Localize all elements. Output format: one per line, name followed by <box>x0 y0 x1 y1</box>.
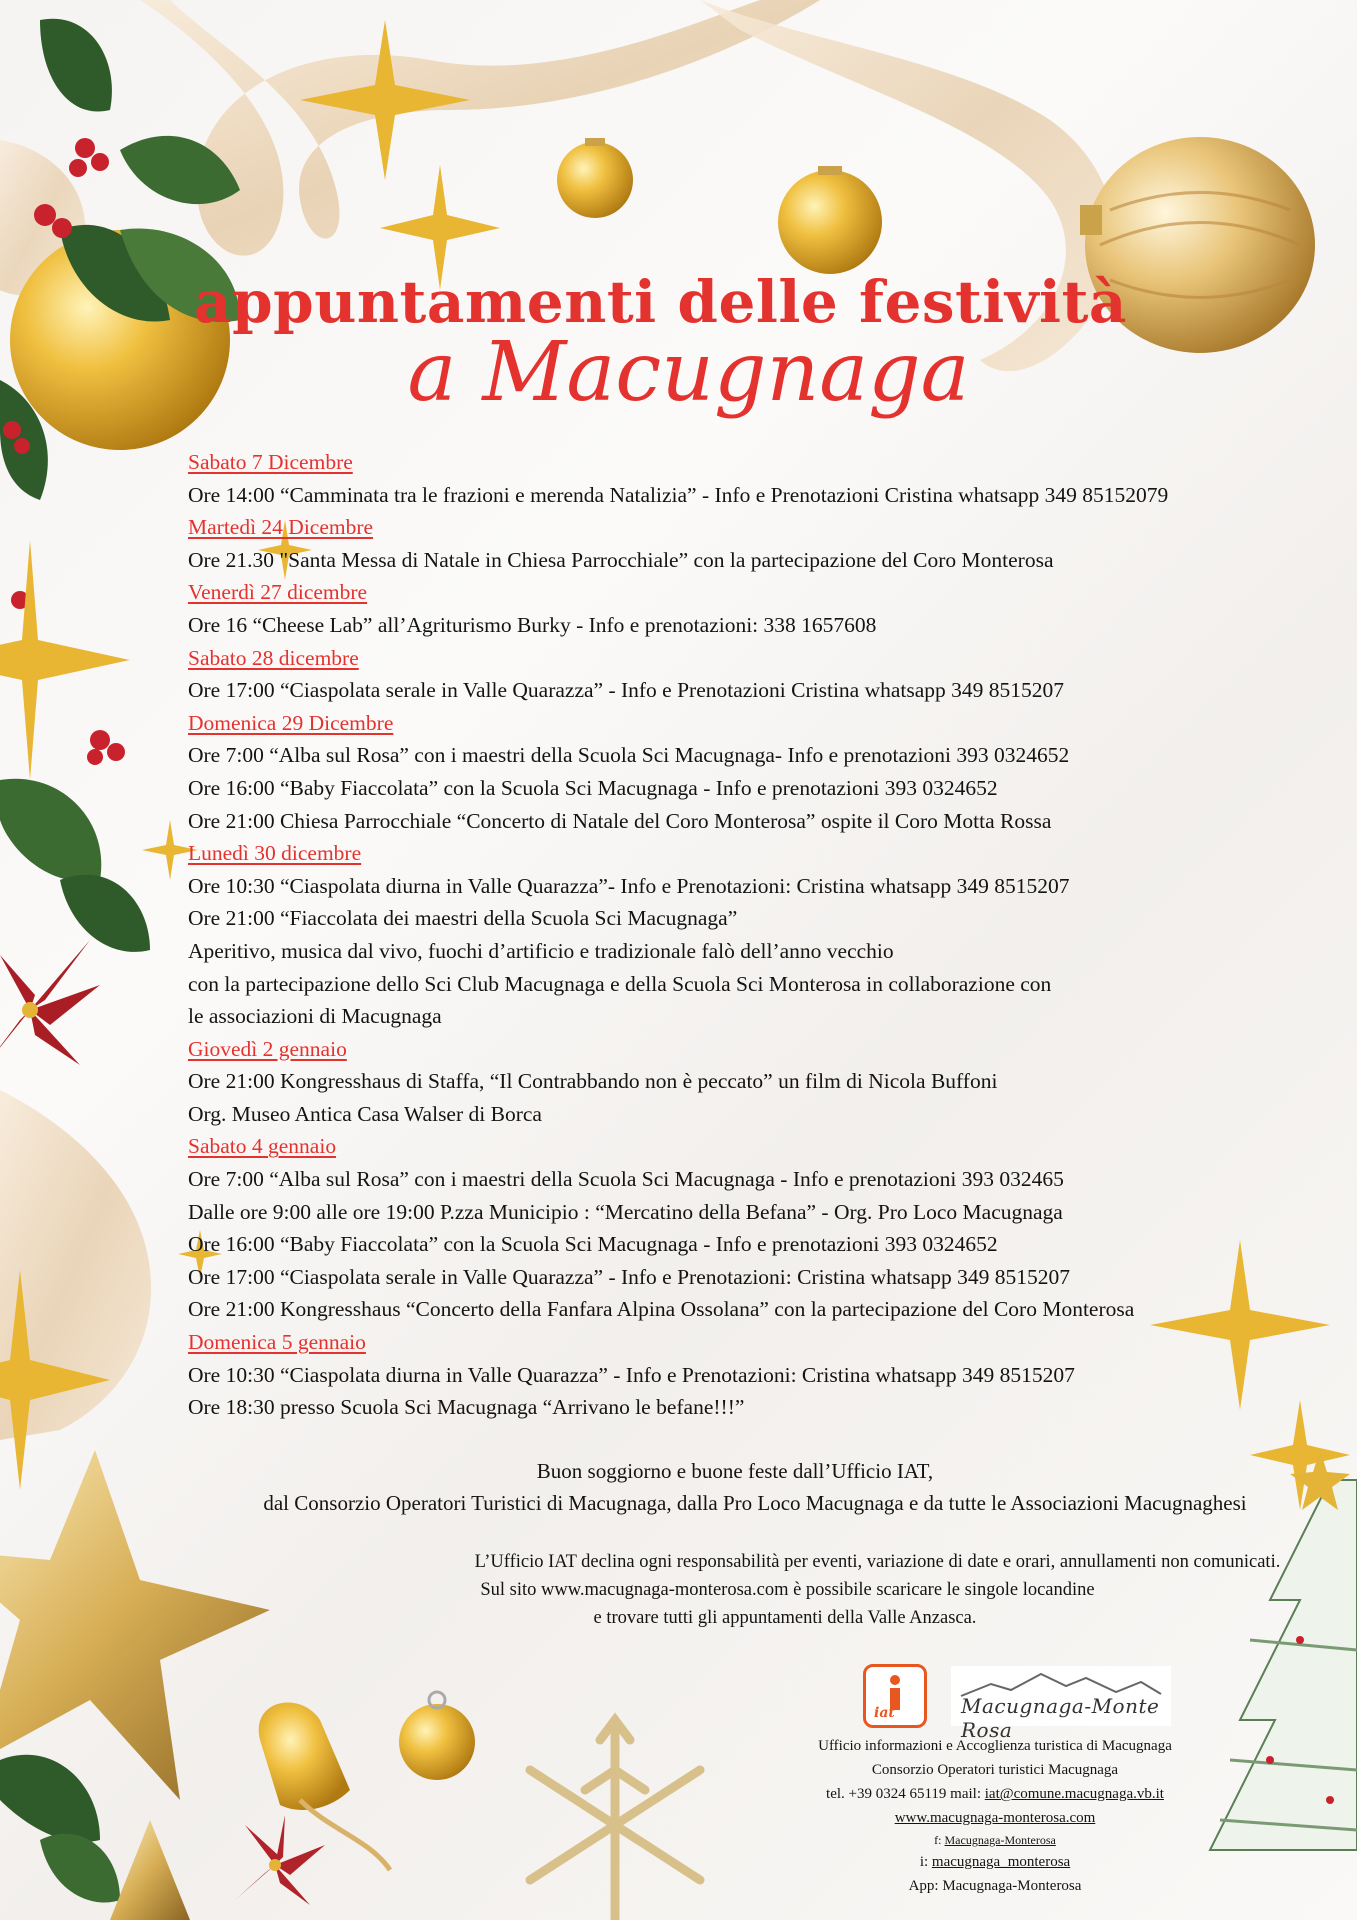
disclaimer-line: L’Ufficio IAT declina ogni responsabilità per eventi, variazione di date e orari, annullamenti non comunicati. <box>474 1552 1281 1572</box>
event-line: Ore 10:30 “Ciaspolata diurna in Valle Quarazza”- Info e Prenotazioni: Cristina whatsapp 349 8515207 <box>188 873 1070 898</box>
event-line: Ore 21:00 Kongresshaus “Concerto della Fanfara Alpina Ossolana” con la partecipazione del Coro Monterosa <box>188 1297 1135 1322</box>
event-line: Ore 17:00 “Ciaspolata serale in Valle Quarazza” - Info e Prenotazioni Cristina whatsapp 349 8515207 <box>188 678 1065 703</box>
instagram-line: i: macugnaga_monterosa <box>919 1854 1071 1870</box>
disclaimer-line: Sul sito www.macugnaga-monterosa.com è possibile scaricare le singole locandine <box>480 1580 1095 1600</box>
facebook-link[interactable]: Macugnaga-Monterosa <box>944 1833 1056 1847</box>
iat-logo <box>863 1664 927 1728</box>
event-line: le associazioni di Macugnaga <box>188 1004 442 1029</box>
disclaimer-line: e trovare tutti gli appuntamenti della Valle Anzasca. <box>593 1608 977 1628</box>
app-line: App: Macugnaga-Monterosa <box>908 1878 1082 1894</box>
event-line: con la partecipazione dello Sci Club Macugnaga e della Scuola Sci Monterosa in collaborazione con <box>188 971 1052 996</box>
office-name: Ufficio informazioni e Accoglienza turistica di Macugnaga <box>818 1738 1172 1754</box>
page-subtitle: a Macugnaga <box>407 325 970 420</box>
event-line: Ore 18:30 presso Scuola Sci Macugnaga “Arrivano le befane!!!” <box>188 1395 745 1420</box>
event-line: Org. Museo Antica Casa Walser di Borca <box>188 1101 542 1126</box>
event-line: Ore 7:00 “Alba sul Rosa” con i maestri della Scuola Sci Macugnaga- Info e prenotazioni 393 0324652 <box>188 743 1070 768</box>
bell-icon <box>259 1703 390 1870</box>
event-line: Ore 14:00 “Camminata tra le frazioni e merenda Natalizia” - Info e Prenotazioni Cristina whatsapp 349 85152079 <box>188 482 1169 507</box>
event-line: Ore 21:00 Chiesa Parrocchiale “Concerto di Natale del Coro Monterosa” ospite il Coro Motta Rossa <box>188 808 1052 833</box>
date-heading: Sabato 7 Dicembre <box>188 450 353 474</box>
event-line: Ore 16 “Cheese Lab” all’Agriturismo Burky - Info e prenotazioni: 338 1657608 <box>188 612 877 637</box>
brand-logo-text: Macugnaga-Monte Rosa <box>961 1694 1160 1742</box>
event-line: Ore 17:00 “Ciaspolata serale in Valle Quarazza” - Info e Prenotazioni: Cristina whatsapp 349 8515207 <box>188 1264 1071 1289</box>
event-line: Dalle ore 9:00 alle ore 19:00 P.zza Municipio : “Mercatino della Befana” - Org. Pro Loco Macugnaga <box>188 1199 1063 1224</box>
date-heading: Sabato 28 dicembre <box>188 645 359 670</box>
disclaimer-block <box>300 1548 1300 1632</box>
date-heading: Domenica 29 Dicembre <box>188 710 394 735</box>
page-title: appuntamenti delle festività <box>194 268 1127 336</box>
event-line: Ore 21:00 “Fiaccolata dei maestri della Scuola Sci Macugnaga” <box>188 906 738 931</box>
event-program <box>188 446 1328 1424</box>
date-heading: Domenica 5 gennaio <box>188 1330 366 1355</box>
website-link[interactable]: www.macugnaga-monterosa.com <box>894 1810 1096 1826</box>
consortium-name: Consorzio Operatori turistici Macugnaga <box>871 1762 1119 1778</box>
macugnaga-monterosa-logo <box>951 1666 1171 1742</box>
date-heading: Venerdì 27 dicembre <box>188 580 368 605</box>
facebook-line: f: Macugnaga-Monterosa <box>934 1833 1056 1847</box>
event-line: Aperitivo, musica dal vivo, fuochi d’artificio e tradizionale falò dell’anno vecchio <box>188 938 894 963</box>
event-line: Ore 21.30 "Santa Messa di Natale in Chiesa Parrocchiale” con la partecipazione del Coro Monterosa <box>188 547 1054 572</box>
gold-star-icon <box>0 1450 270 1920</box>
event-line: Ore 7:00 “Alba sul Rosa” con i maestri della Scuola Sci Macugnaga - Info e prenotazioni 393 032465 <box>188 1167 1064 1192</box>
greeting-line: dal Consorzio Operatori Turistici di Macugnaga, dalla Pro Loco Macugnaga e da tutte le Associazioni Macugnaghesi <box>263 1491 1247 1515</box>
greeting-block <box>200 1455 1310 1519</box>
tel-mail-line: tel. +39 0324 65119 mail: iat@comune.macugnaga.vb.it <box>826 1786 1164 1802</box>
event-line: Ore 21:00 Kongresshaus di Staffa, “Il Contrabbando non è peccato” un film di Nicola Buffoni <box>188 1069 998 1094</box>
date-heading: Giovedì 2 gennaio <box>188 1036 347 1061</box>
date-heading: Lunedì 30 dicembre <box>188 841 362 866</box>
greeting-line: Buon soggiorno e buone feste dall’Ufficio IAT, <box>536 1459 934 1483</box>
event-line: Ore 16:00 “Baby Fiaccolata” con la Scuola Sci Macugnaga - Info e prenotazioni 393 0324652 <box>188 775 998 800</box>
date-heading: Sabato 4 gennaio <box>188 1134 337 1159</box>
instagram-link[interactable]: macugnaga_monterosa <box>931 1854 1071 1870</box>
event-line: Ore 16:00 “Baby Fiaccolata” con la Scuola Sci Macugnaga - Info e prenotazioni 393 0324652 <box>188 1232 998 1257</box>
snowflake-icon <box>530 1720 700 1920</box>
contact-block <box>800 1734 1190 1898</box>
iat-logo-text: iat <box>874 1705 895 1721</box>
date-heading: Martedì 24 Dicembre <box>188 515 374 540</box>
email-link[interactable]: iat@comune.macugnaga.vb.it <box>984 1786 1164 1802</box>
event-line: Ore 10:30 “Ciaspolata diurna in Valle Quarazza” - Info e Prenotazioni: Cristina whatsapp 349 8515207 <box>188 1362 1075 1387</box>
